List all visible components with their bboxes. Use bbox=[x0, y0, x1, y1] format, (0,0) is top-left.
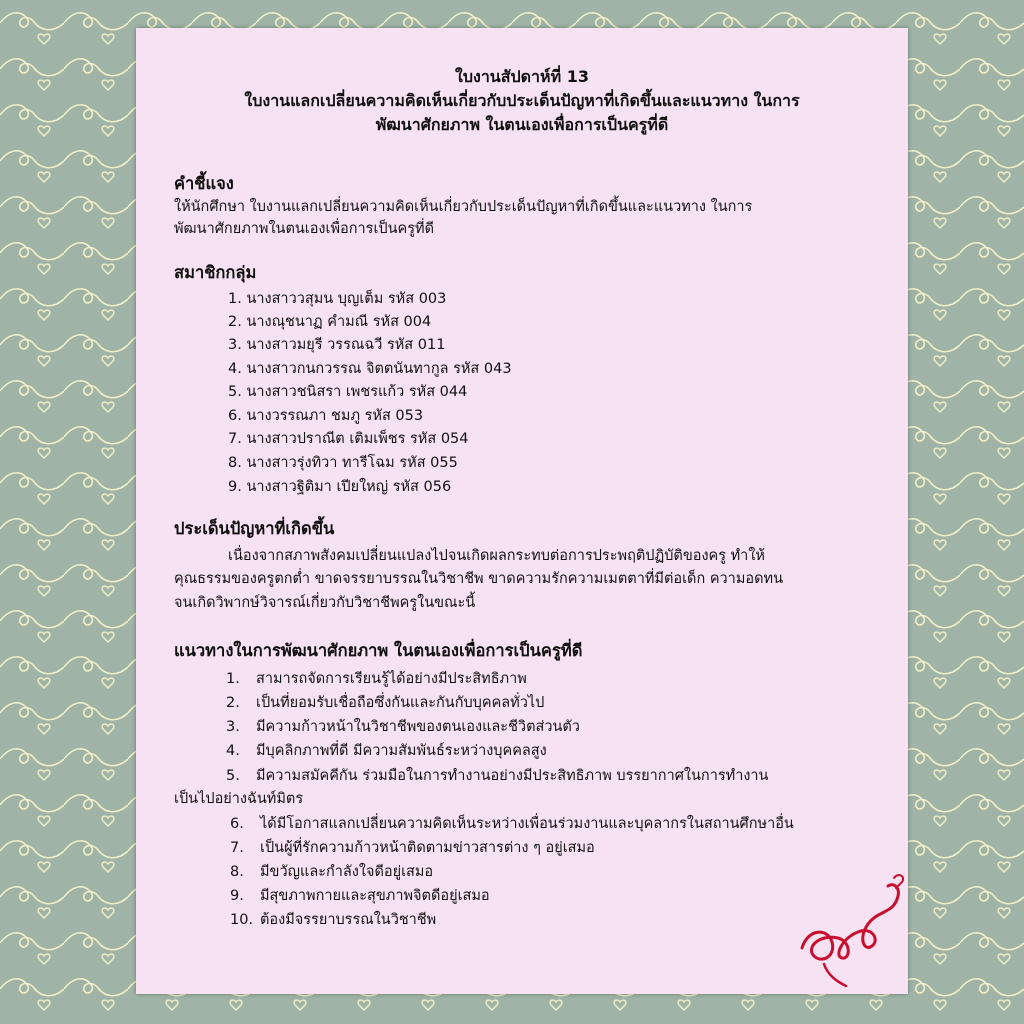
guideline-number: 5. bbox=[226, 768, 240, 784]
guideline-item bbox=[230, 837, 595, 860]
worksheet-title: ใบงานสัปดาห์ที่ 13 bbox=[455, 67, 589, 86]
member-item: 8. นางสาวรุ่งทิวา ทารีโฉม รหัส 055 bbox=[228, 455, 458, 471]
guideline-number: 8. bbox=[230, 864, 244, 880]
guideline-item bbox=[226, 692, 544, 715]
member-item: 5. นางสาวชนิสรา เพชรแก้ว รหัส 044 bbox=[228, 384, 468, 400]
instructions-line-1: ให้นักศึกษา ใบงานแลกเปลี่ยนความคิดเห็นเกี่ยวกับประเด็นปัญหาที่เกิดขึ้นและแนวทาง ในการ bbox=[174, 199, 753, 215]
issue-line-1: เนื่องจากสภาพสังคมเปลี่ยนแปลงไปจนเกิดผลกระทบต่อการประพฤติปฏิบัติของครู ทำให้ bbox=[228, 548, 765, 564]
instructions-heading: คำชี้แจง bbox=[174, 174, 234, 193]
member-item: 9. นางสาวฐิติมา เปียใหญ่ รหัส 056 bbox=[228, 479, 452, 495]
guideline-item-continuation: เป็นไปอย่างฉันท์มิตร bbox=[174, 791, 304, 807]
worksheet-subtitle-line-1: ใบงานแลกเปลี่ยนความคิดเห็นเกี่ยวกับประเด็นปัญหาที่เกิดขึ้นและแนวทาง ในการ bbox=[244, 91, 800, 110]
guideline-number: 4. bbox=[226, 743, 240, 759]
worksheet-subtitle-line-2: พัฒนาศักยภาพ ในตนเองเพื่อการเป็นครูที่ดี bbox=[375, 115, 669, 134]
guideline-item bbox=[226, 716, 580, 739]
guideline-text: มีบุคลิกภาพที่ดี มีความสัมพันธ์ระหว่างบุคคลสูง bbox=[256, 743, 547, 759]
guideline-item bbox=[230, 813, 794, 836]
member-item: 4. นางสาวกนกวรรณ จิตตนันทากูล รหัส 043 bbox=[228, 361, 512, 377]
member-item: 3. นางสาวมยุรี วรรณฉวี รหัส 011 bbox=[228, 337, 446, 353]
guideline-text: มีความสมัคคีกัน ร่วมมือในการทำงานอย่างมีประสิทธิภาพ บรรยากาศในการทำงาน bbox=[256, 768, 769, 784]
guideline-item bbox=[226, 740, 547, 763]
guideline-number: 1. bbox=[226, 671, 240, 687]
member-item: 6. นางวรรณภา ชมภู รหัส 053 bbox=[228, 408, 424, 424]
guideline-text: เป็นที่ยอมรับเชื่อถือซึ่งกันและกันกับบุคคลทั่วไป bbox=[256, 695, 545, 711]
guideline-text: ต้องมีจรรยาบรรณในวิชาชีพ bbox=[260, 912, 437, 928]
member-item: 2. นางณุชนาฏ คำมณี รหัส 004 bbox=[228, 314, 432, 330]
issue-line-2: คุณธรรมของครูตกต่ำ ขาดจรรยาบรรณในวิชาชีพ ขาดความรักความเมตตาที่มีต่อเด็ก ความอดทน bbox=[174, 571, 783, 587]
guideline-text: มีความก้าวหน้าในวิชาชีพของตนเองและชีวิตส่วนตัว bbox=[256, 719, 580, 735]
guideline-number: 6. bbox=[230, 816, 244, 832]
guideline-item bbox=[230, 909, 436, 932]
heart-ribbon-icon bbox=[798, 868, 910, 988]
guideline-number: 3. bbox=[226, 719, 240, 735]
guideline-text: มีสุขภาพกายและสุขภาพจิตดีอยู่เสมอ bbox=[260, 888, 490, 904]
member-item: 1. นางสาววสุมน บุญเต็ม รหัส 003 bbox=[228, 291, 447, 307]
guideline-text: ได้มีโอกาสแลกเปลี่ยนความคิดเห็นระหว่างเพื่อนร่วมงานและบุคลากรในสถานศึกษาอื่น bbox=[260, 816, 794, 832]
guidelines-heading: แนวทางในการพัฒนาศักยภาพ ในตนเองเพื่อการเป็นครูที่ดี bbox=[174, 641, 583, 660]
guideline-number: 2. bbox=[226, 695, 240, 711]
guideline-item bbox=[230, 861, 433, 884]
guideline-item bbox=[226, 668, 527, 691]
members-heading: สมาชิกกลุ่ม bbox=[174, 263, 257, 282]
guideline-number: 10. bbox=[230, 912, 254, 928]
guideline-number: 9. bbox=[230, 888, 244, 904]
guideline-item bbox=[230, 885, 490, 908]
instructions-line-2: พัฒนาศักยภาพในตนเองเพื่อการเป็นครูที่ดี bbox=[174, 221, 434, 237]
guideline-text: เป็นผู้ที่รักความก้าวหน้าติดตามข่าวสารต่าง ๆ อยู่เสมอ bbox=[260, 840, 595, 856]
guideline-text: สามารถจัดการเรียนรู้ได้อย่างมีประสิทธิภาพ bbox=[256, 671, 527, 687]
worksheet-paper bbox=[136, 28, 908, 994]
guideline-number: 7. bbox=[230, 840, 244, 856]
member-item: 7. นางสาวปราณีต เติมเพ็ชร รหัส 054 bbox=[228, 431, 469, 447]
issue-line-3: จนเกิดวิพากษ์วิจารณ์เกี่ยวกับวิชาชีพครูในขณะนี้ bbox=[174, 595, 476, 611]
guideline-item bbox=[226, 765, 768, 788]
issue-heading: ประเด็นปัญหาที่เกิดขึ้น bbox=[174, 519, 335, 538]
guideline-text: มีขวัญและกำลังใจดีอยู่เสมอ bbox=[260, 864, 434, 880]
